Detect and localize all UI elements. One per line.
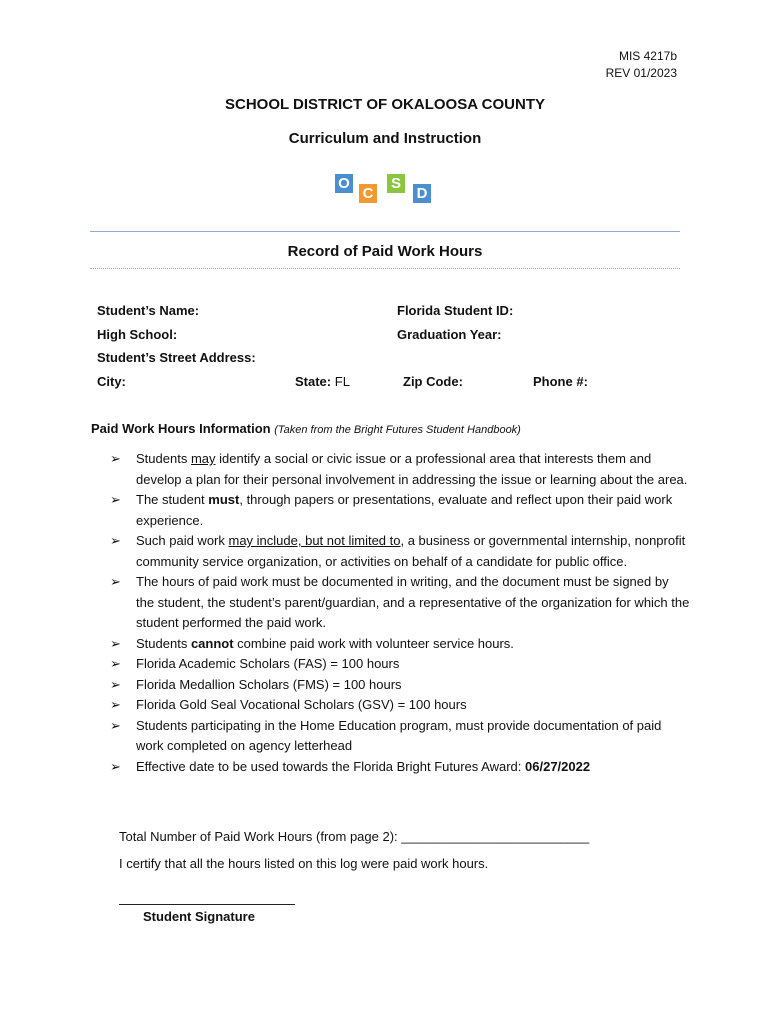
arrow-bullet-icon: ➢: [110, 635, 121, 651]
logo-tile-s: S: [387, 174, 405, 193]
street-address-label: Student’s Street Address:: [97, 350, 256, 365]
logo-tile-c: C: [359, 184, 377, 203]
bullet-text-underline: may: [190, 451, 216, 466]
logo-tile-o: O: [335, 174, 353, 193]
zip-code-label: Zip Code:: [403, 374, 463, 389]
section-note: (Taken from the Bright Futures Student Handbook): [274, 424, 521, 436]
bullet-text-text: Florida Gold Seal Vocational Scholars (GSV) = 100 hours: [136, 697, 467, 712]
bullet-item: [110, 490, 690, 531]
phone-label: Phone #:: [533, 374, 588, 389]
bullet-item: [110, 695, 690, 716]
bullet-text-text: Students participating in the Home Education program, must provide documentation of paid work completed on agency letterhead: [136, 717, 662, 753]
arrow-bullet-icon: ➢: [110, 676, 121, 692]
form-revision: REV 01/2023: [605, 66, 677, 80]
student-id-label: Florida Student ID:: [397, 303, 514, 318]
bullet-item: [110, 654, 690, 675]
bullet-item: [110, 449, 690, 490]
section-heading: [91, 421, 521, 436]
bullet-text-bold: 06/27/2022: [525, 758, 591, 774]
bullet-text-text: The hours of paid work must be documented in writing, and the document must be signed by the student, the student’s parent/guardian, and a representative of the organization for which the student performed the paid work.: [136, 574, 690, 630]
bullet-item: [110, 675, 690, 696]
bullet-text-post: , a business or governmental internship, nonprofit community service organization, or activities on behalf of a candidate for public office.: [136, 533, 686, 569]
graduation-year-label: Graduation Year:: [397, 327, 502, 342]
bullet-item: [110, 531, 690, 572]
city-label: City:: [97, 374, 126, 389]
state-value: FL: [334, 374, 350, 389]
arrow-bullet-icon: ➢: [110, 492, 121, 507]
arrow-bullet-icon: ➢: [110, 717, 121, 733]
bullet-text-text: Florida Medallion Scholars (FMS) = 100 hours: [136, 676, 402, 692]
department-title: Curriculum and Instruction: [288, 130, 482, 147]
bullet-item: [110, 572, 690, 634]
ocsd-logo: [333, 170, 437, 212]
signature-line: [119, 904, 295, 905]
signature-label: Student Signature: [143, 909, 255, 924]
logo-tile-d: D: [413, 184, 431, 203]
form-code: [606, 48, 677, 82]
arrow-bullet-icon: ➢: [110, 758, 121, 774]
bullet-item: [110, 634, 690, 655]
bullet-text-pre: Students: [136, 451, 191, 466]
arrow-bullet-icon: ➢: [110, 533, 121, 548]
section-title: Paid Work Hours Information: [91, 421, 271, 436]
bullet-text-pre: Students: [136, 635, 191, 651]
arrow-bullet-icon: ➢: [110, 656, 121, 671]
title-rule-top: [90, 231, 680, 232]
district-title: SCHOOL DISTRICT OF OKALOOSA COUNTY: [224, 96, 545, 113]
arrow-bullet-icon: ➢: [110, 697, 121, 712]
info-bullet-list: [110, 449, 690, 777]
bullet-text-post: , through papers or presentations, evaluate and reflect upon their paid work experience.: [136, 492, 673, 528]
form-number: MIS 4217b: [618, 49, 677, 63]
bullet-item: [110, 716, 690, 757]
bullet-text-text: Florida Academic Scholars (FAS) = 100 hours: [136, 656, 400, 671]
certify-statement: I certify that all the hours listed on this log were paid work hours.: [119, 856, 489, 871]
title-rule-bottom: [90, 268, 680, 269]
student-name-label: Student’s Name:: [97, 303, 200, 318]
document-title: Record of Paid Work Hours: [287, 243, 483, 260]
bullet-text-pre: Effective date to be used towards the Florida Bright Futures Award:: [136, 758, 526, 774]
bullet-text-post: combine paid work with volunteer service hours.: [233, 635, 514, 651]
bullet-text-pre: Such paid work: [136, 533, 229, 548]
arrow-bullet-icon: ➢: [110, 451, 121, 466]
arrow-bullet-icon: ➢: [110, 574, 121, 589]
bullet-text-underline: may include, but not limited to: [228, 533, 401, 548]
total-hours-line: Total Number of Paid Work Hours (from page 2): __________________________: [119, 829, 590, 844]
state-field: [295, 374, 350, 389]
bullet-text-pre: The student: [136, 492, 209, 507]
bullet-text-bold: must: [208, 492, 240, 507]
bullet-text-post: identify a social or civic issue or a professional area that interests them and develop a plan for their personal involvement in addressing the issue or learning about the area.: [136, 451, 688, 487]
bullet-item: [110, 757, 690, 778]
high-school-label: High School:: [97, 327, 178, 342]
bullet-text-bold: cannot: [190, 635, 234, 651]
state-label: State:: [295, 374, 332, 389]
